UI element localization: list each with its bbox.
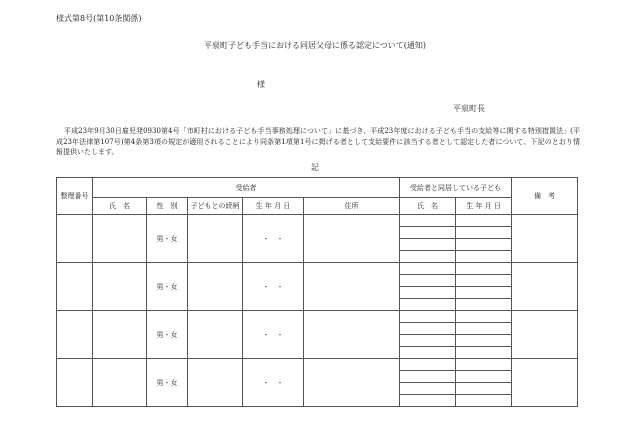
cell-child-birthdate [456,371,512,383]
cell-gender: 男・女 [147,263,188,311]
header-recipient: 受給者 [93,178,400,198]
table-subrow [57,263,578,275]
cell-no [57,311,93,359]
cell-child-name [400,383,456,395]
cell-gender: 男・女 [147,359,188,407]
header-child-birthdate: 生 年 月 日 [456,198,512,215]
header-address: 住所 [304,198,400,215]
header-birthdate: 生 年 月 日 [243,198,304,215]
cell-address [304,359,400,407]
body-paragraph: 平成23年9月30日雇児発0930第4号「市町村における子ども手当事務処理について」に基づき、平成23年度における子ども手当の支給等に関する特別措置法」(平成23年法律第107号)第4条第3項の規定が適用されることにより同条第1項第1号に掲げる者として支給要件に該当する者として認定した者について、下記のとおり情報提供いたします。 [56,127,580,156]
cell-child-birthdate [456,263,512,275]
cell-child-birthdate [456,299,512,311]
cell-child-birthdate [456,335,512,347]
cell-birthdate: ・ ・ [243,215,304,263]
cell-remarks [512,215,578,263]
cell-address [304,215,400,263]
cell-child-name [400,395,456,407]
cell-child-birthdate [456,275,512,287]
header-no: 整理番号 [57,178,93,215]
cell-child-birthdate [456,323,512,335]
cell-address [304,263,400,311]
cell-child-birthdate [456,251,512,263]
cell-name [93,311,147,359]
ki-label: 記 [311,163,319,172]
cell-gender: 男・女 [147,215,188,263]
cell-child-birthdate [456,287,512,299]
cell-remarks [512,311,578,359]
recipient-table [56,177,578,407]
cell-no [57,215,93,263]
cell-name [93,359,147,407]
sender-name: 平泉町長 [453,104,485,113]
header-gender: 性 別 [147,198,188,215]
cell-gender: 男・女 [147,311,188,359]
addressee-suffix: 様 [257,80,265,89]
cell-relation [188,359,243,407]
header-name: 氏 名 [93,198,147,215]
header-relation: 子どもとの続柄 [188,198,243,215]
cell-child-name [400,299,456,311]
cell-name [93,263,147,311]
header-cohabiting: 受給者と同居している子ども [400,178,512,198]
cell-child-name [400,287,456,299]
header-remarks: 備 考 [512,178,578,215]
cell-remarks [512,263,578,311]
cell-child-name [400,335,456,347]
cell-child-birthdate [456,359,512,371]
cell-child-name [400,263,456,275]
cell-child-name [400,311,456,323]
cell-child-birthdate [456,311,512,323]
cell-child-name [400,371,456,383]
cell-child-name [400,215,456,227]
cell-relation [188,215,243,263]
cell-child-birthdate [456,239,512,251]
cell-child-name [400,239,456,251]
cell-child-name [400,323,456,335]
cell-remarks [512,359,578,407]
cell-child-name [400,227,456,239]
cell-relation [188,263,243,311]
cell-child-birthdate [456,383,512,395]
cell-birthdate: ・ ・ [243,359,304,407]
cell-no [57,359,93,407]
cell-child-birthdate [456,227,512,239]
cell-child-birthdate [456,347,512,359]
header-child-name: 氏 名 [400,198,456,215]
table-subrow [57,311,578,323]
cell-address [304,311,400,359]
cell-relation [188,311,243,359]
cell-child-name [400,251,456,263]
cell-child-birthdate [456,215,512,227]
form-number: 様式第8号(第10条関係) [56,14,142,23]
document-title: 平泉町子ども手当における同居父母に係る認定について(通知) [203,41,427,50]
cell-no [57,263,93,311]
cell-child-birthdate [456,395,512,407]
cell-birthdate: ・ ・ [243,263,304,311]
table-subrow [57,359,578,371]
cell-child-name [400,347,456,359]
cell-name [93,215,147,263]
cell-child-name [400,275,456,287]
cell-child-name [400,359,456,371]
table-subrow [57,215,578,227]
cell-birthdate: ・ ・ [243,311,304,359]
